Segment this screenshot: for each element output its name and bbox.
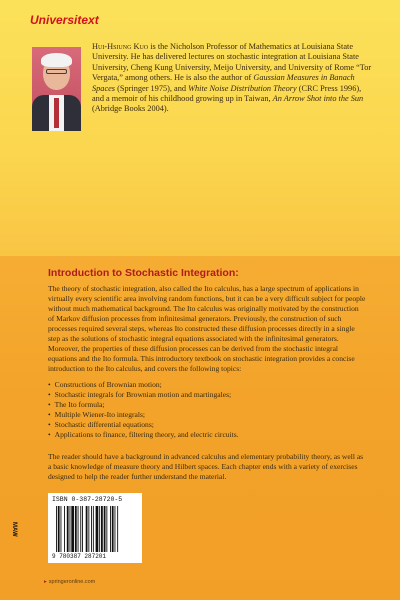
prerequisites-paragraph: The reader should have a background in advanced calculus and elementary probability theory, as well as a basic knowledge of measure theory and Hilbert spaces. Each chapter ends with a variety of exercises designed to help the reader further understand the material. — [48, 452, 364, 481]
bio-text-3: (CRC Press 1996), and a memoir of his childhood growing up in Taiwan, — [92, 83, 362, 104]
vertical-code: MAW — [11, 522, 17, 537]
barcode-bar — [115, 506, 116, 552]
series-title: Universitext — [30, 13, 99, 27]
author-photo-tie — [54, 98, 59, 128]
barcode-bar — [99, 506, 100, 552]
description-paragraph: The theory of stochastic integration, also called the Ito calculus, has a large spectrum of applications in virtually every scientific area involving random functions, but it can be a very difficult subject for people without much mathematical background. The Ito calculus was originally motivated by the construction of Markov diffusion processes from infinitesimal generators. Previously, the construction of such processes required several steps, whereas Ito constructed these diffusion processes directly in a single step as the solutions of stochastic integral equations associated with the infinitesimal generators. Moreover, the properties of these diffusion processes can be derived from the stochastic integral equations and the Ito formula. This introductory textbook on stochastic integration provides a concise introduction to the Ito calculus, and covers the following topics: — [48, 284, 366, 373]
barcode-bar — [93, 506, 94, 552]
topic-item: • Constructions of Brownian motion; — [48, 380, 366, 390]
bio-text-4: (Abridge Books 2004). — [92, 104, 169, 114]
barcode-bar — [71, 506, 74, 552]
author-photo-hair — [41, 53, 72, 67]
bio-book-2: White Noise Distribution Theory — [188, 83, 297, 93]
book-heading: Introduction to Stochastic Integration: — [48, 267, 239, 279]
barcode-bar — [117, 506, 118, 552]
author-photo-glasses — [46, 69, 67, 74]
barcode-bars — [48, 493, 142, 555]
barcode-bar — [58, 506, 60, 552]
author-name: Hui-Hsiung Kuo — [92, 42, 149, 51]
isbn-label: ISBN 0-387-28720-5 — [52, 496, 123, 503]
bio-book-3: An Arrow Shot into the Sun — [272, 94, 364, 104]
website-footer[interactable] — [44, 579, 95, 585]
barcode-bar — [78, 506, 79, 552]
bio-text-2: (Springer 1975), and — [115, 83, 189, 93]
bio-book-1: Gaussian Measures in Banach Spaces — [92, 73, 355, 93]
barcode-bar — [112, 506, 114, 552]
barcode-bar — [82, 506, 83, 552]
barcode-bar — [67, 506, 69, 552]
bio-text-1: is the Nicholson Professor of Mathematics at Louisiana State University. He has delivered lectures on stochastic integration at Louisiana State University, Cheng Kung University, Meijo University, and University of Rome “Tor Vergata,” among others. He is also the author of — [92, 42, 372, 83]
website-link[interactable]: springeronline.com — [48, 579, 96, 585]
author-bio — [92, 42, 374, 115]
barcode-bar — [96, 506, 99, 552]
book-description — [48, 284, 366, 374]
barcode-bar — [106, 506, 107, 552]
topic-item: • Stochastic differential equations; — [48, 420, 366, 430]
barcode-bar — [88, 506, 89, 552]
topic-list — [48, 380, 366, 440]
topic-item: • Stochastic integrals for Brownian motion and martingales; — [48, 390, 366, 400]
topic-item: • The Ito formula; — [48, 400, 366, 410]
barcode-bar — [86, 506, 88, 552]
barcode-bar — [110, 506, 111, 552]
topic-item: • Multiple Wiener-Ito integrals; — [48, 410, 366, 420]
barcode-bar — [56, 506, 57, 552]
arrow-icon: ▸ — [44, 579, 47, 585]
topic-item: • Applications to finance, filtering theory, and electric circuits. — [48, 430, 366, 440]
barcode-bar — [91, 506, 92, 552]
barcode-number: 9 780387 287201 — [52, 553, 107, 560]
barcode-bar — [80, 506, 81, 552]
barcode — [48, 493, 142, 563]
barcode-bar — [70, 506, 71, 552]
barcode-bar — [64, 506, 65, 552]
barcode-bar — [101, 506, 103, 552]
author-photo — [32, 47, 81, 131]
barcode-bar — [104, 506, 106, 552]
barcode-bar — [61, 506, 62, 552]
barcode-bar — [75, 506, 77, 552]
